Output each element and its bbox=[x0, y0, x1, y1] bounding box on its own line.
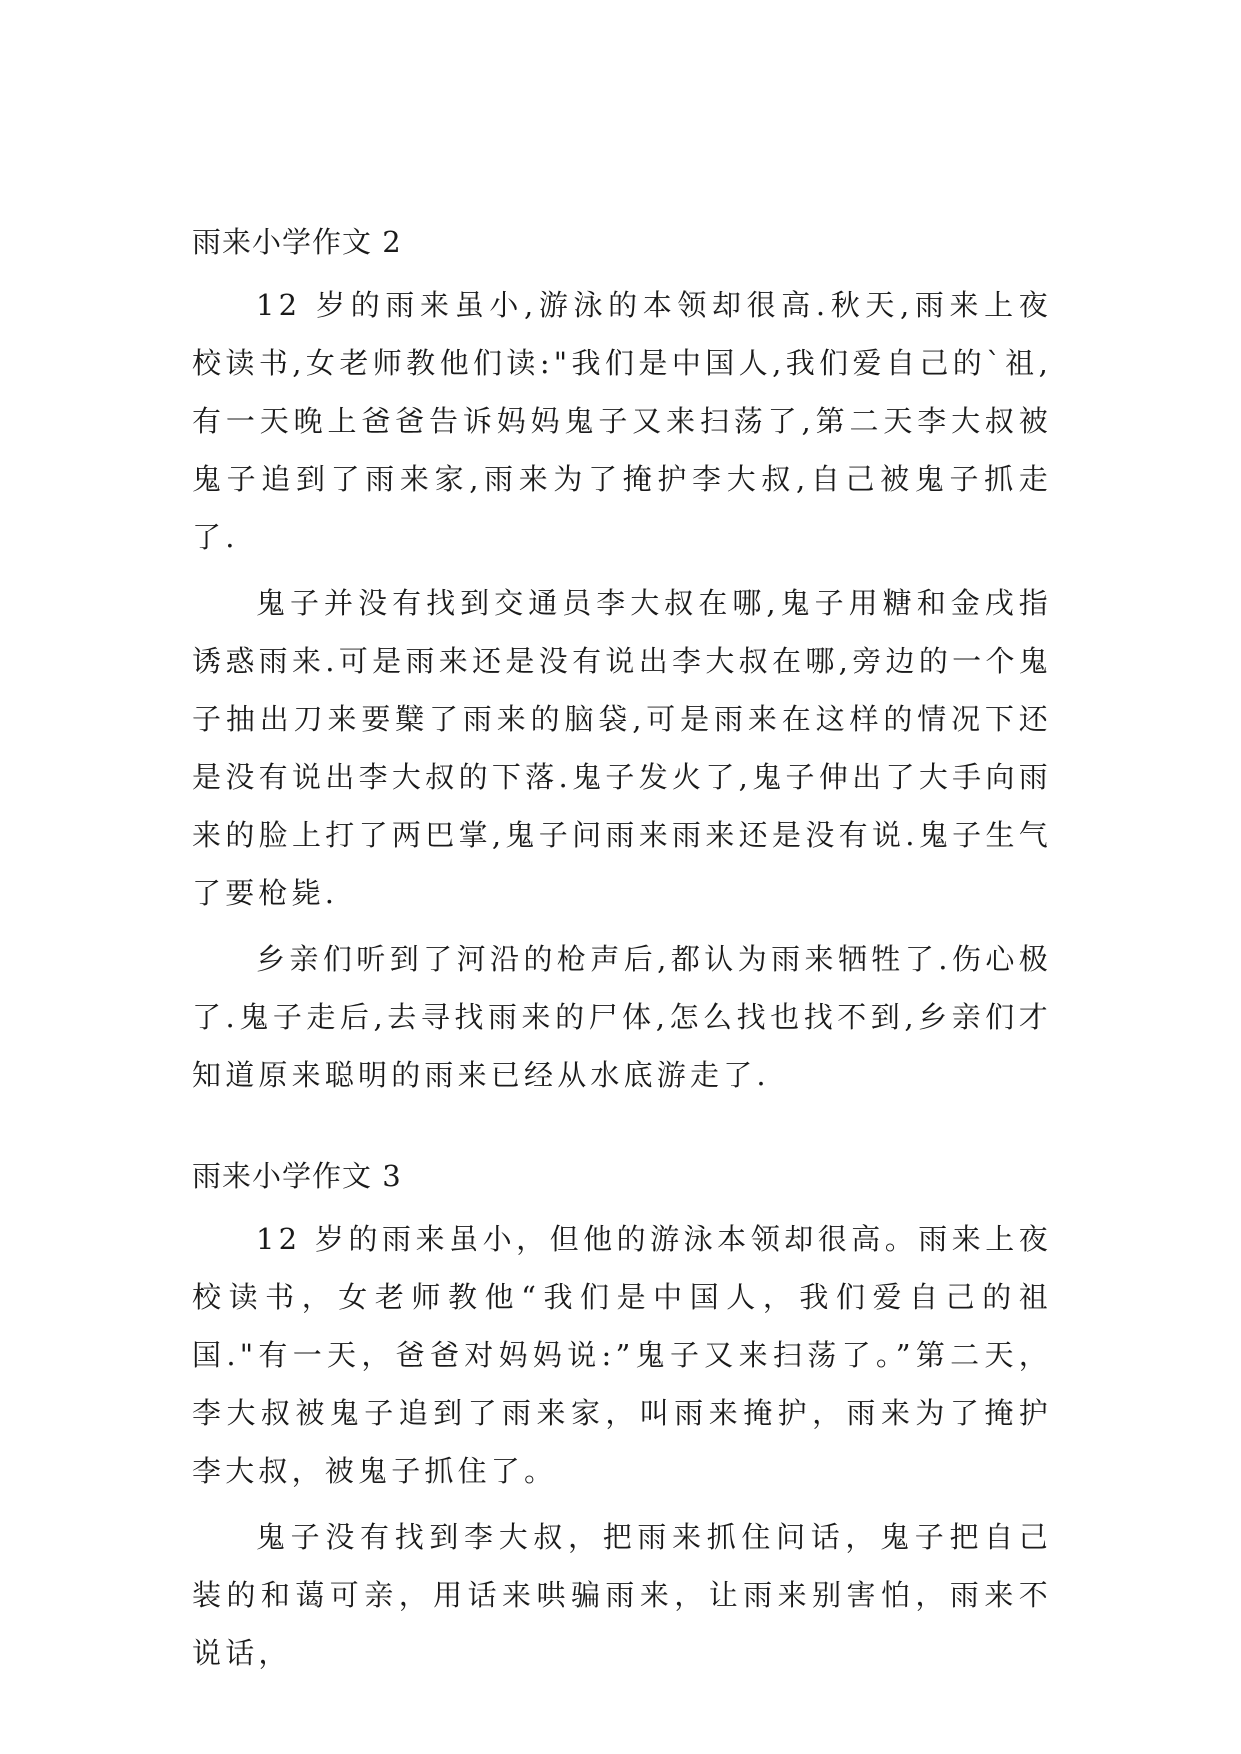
paragraph: 鬼子并没有找到交通员李大叔在哪,鬼子用糖和金戌指诱惑雨来.可是雨来还是没有说出李大叔在哪,旁边的一个鬼子抽出刀来要櫱了雨来的脑袋,可是雨来在这样的情况下还是没有说出李大叔的下落.鬼子发火了,鬼子伸出了大手向雨来的脸上打了两巴掌,鬼子问雨来雨来还是没有说.鬼子生气了要枪毙. bbox=[192, 586, 1052, 910]
paragraph: 乡亲们听到了河沿的枪声后,都认为雨来牺牲了.伤心极了.鬼子走后,去寻找雨来的尸体,怎么找也找不到,乡亲们才知道原来聪明的雨来已经从水底游走了. bbox=[192, 942, 1052, 1092]
paragraph: 12 岁的雨来虽小，但他的游泳本领却很高。雨来上夜校读书，女老师教他“我们是中国人，我们爱自己的祖国."有一天，爸爸对妈妈说:”鬼子又来扫荡了。”第二天，李大叔被鬼子追到了雨来家，叫雨来掩护，雨来为了掩护李大叔，被鬼子抓住了。 bbox=[192, 1222, 1052, 1488]
section-title: 雨来小学作文 3 bbox=[192, 1159, 402, 1193]
section-title: 雨来小学作文 2 bbox=[192, 225, 402, 259]
essay-section-2 bbox=[192, 222, 1052, 1104]
paragraph: 鬼子没有找到李大叔，把雨来抓住问话，鬼子把自己装的和蔼可亲，用话来哄骗雨来，让雨来别害怕，雨来不说话， bbox=[192, 1520, 1052, 1670]
essay-section-3 bbox=[192, 1156, 1052, 1682]
document-body bbox=[192, 222, 1052, 1690]
paragraph: 12 岁的雨来虽小,游泳的本领却很高.秋天,雨来上夜校读书,女老师教他们读:"我们是中国人,我们爱自己的`祖,有一天晚上爸爸告诉妈妈鬼子又来扫荡了,第二天李大叔被鬼子追到了雨来家,雨来为了掩护李大叔,自己被鬼子抓走了. bbox=[192, 288, 1052, 554]
